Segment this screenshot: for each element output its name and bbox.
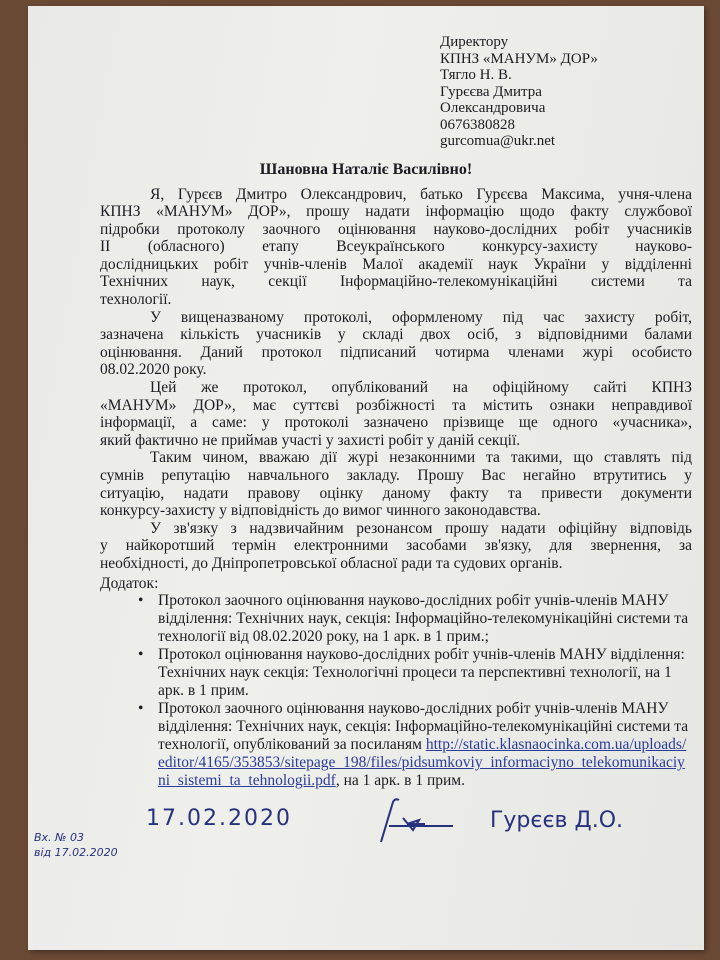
bullet-icon: • [138,646,144,664]
attachment-tail: , на 1 арк. в 1 прим. [335,772,465,790]
paragraph-line: сумнів репутацію навчального закладу. Прошу Вас негайно втрутитись у [100,467,692,484]
addressee-line: Тягло Н. В. [440,67,512,83]
paragraph-line: Я, Гурєєв Дмитро Олександрович, батько Гурєєва Максима, учня-члена [150,185,692,203]
addressee-line: Гурєєва Дмитра [440,83,542,100]
paragraph [100,309,692,379]
handwritten-date: 17.02.2020 [146,806,292,832]
addressee-block [440,34,704,150]
paragraph-line: ситуацію, надати правову оцінку даному факту та привести документи [100,484,692,502]
paragraph-line: КПНЗ «МАНУМ» ДОР», прошу надати інформацію щодо факту службової [100,203,692,221]
addressee-line: КПНЗ «МАНУМ» ДОР» [440,50,598,67]
attachments [100,575,692,791]
paragraph-line: Таким чином, вважаю дії журі незаконними та такими, що ставлять під [150,449,692,467]
paragraph [100,186,692,309]
addressee-line: Директору [440,34,509,50]
paragraph-line: У зв'язку з надзвичайним резонансом прошу надати офіційну відповідь [150,519,692,537]
addressee-line: Олександровича [440,100,546,116]
paragraph-line: технології. [100,291,172,309]
attachment-item [100,700,692,790]
letter-body [100,186,692,573]
paragraph [100,449,692,519]
attachment-link[interactable]: http://static.klasnaocinka.com.ua/uploads/editor/4165/353853/sitepage_198/files/pidsumkoviy_informaciyno_telekomunikaciyni_sistemi_ta_tehnologii.pdf [158,736,687,790]
bullet-icon: • [138,700,144,718]
registration-number: Вх. № 03 [34,831,84,845]
attachment-text: Протокол оцінювання науково-дослідних робіт учнів-членів МАНУ відділення: Технічних наук секція: Технологічні процеси та перспективні технології, на 1 арк. в 1 прим. [158,646,685,700]
addressee-line: gurcomua@ukr.net [440,133,556,149]
signature [373,796,468,846]
addressee-line: 0676380828 [440,116,515,133]
bullet-icon: • [138,592,144,610]
paragraph-line: інформації, а саме: у протоколі зазначено прізвище ще одного «учасника», [100,414,692,432]
paragraph-line: оцінювання. Даний протокол підписаний чотирма членами журі особисто [100,343,692,361]
paragraph-line: Цей же протокол, опублікований на офіційному сайті КПНЗ [150,379,692,397]
paragraph-line: який фактично не приймав участі у захисті робіт у даній секції. [100,431,521,449]
paragraph-line: 08.02.2020 року. [100,361,207,379]
registration-note [34,830,130,860]
signature-area [28,796,704,874]
paragraph-line: конкурсу-захисту у відповідність до вимог чинного законодавства. [100,502,541,520]
paragraph [100,379,692,449]
attachments-list [100,592,692,790]
paragraph-line: Технічних наук, секції Інформаційно-телекомунікаційні системи та [100,273,692,291]
attachment-item [100,646,692,700]
paragraph-line: дослідницьких робіт учнів-членів Малої академії наук України у відділенні [100,255,692,273]
paragraph-line: у найкоротший термін електронними засобами зв'язку, для звернення, за [100,537,692,555]
attachment-text: Протокол заочного оцінювання науково-дослідних робіт учнів-членів МАНУ відділення: Технічних наук, секція: Інформаційно-телекомунікаційні системи та технології від 08.02.2020 року, на 1 арк. в 1 прим.; [158,592,689,646]
attachment-text: Протокол заочного оцінювання науково-дослідних робіт учнів-членів МАНУ відділення: Технічних наук, секція: Інформаційно-телекомунікаційні системи та технології, опублікований за посиланям [158,700,689,754]
paragraph-line: «МАНУМ» ДОР», має суттєві розбіжності та містить ознаки неправдивої [100,396,692,414]
paragraph [100,520,692,573]
paragraph-line: підробки протоколу заочного оцінювання науково-дослідних робіт учасників [100,220,692,238]
registration-date: від 17.02.2020 [34,846,118,860]
paragraph-line: необхідності, до Дніпропетровської обласної ради та судових органів. [100,554,563,572]
attachments-label: Додаток: [100,574,159,592]
letter-page [28,6,704,950]
handwritten-name: Гурєєв Д.О. [490,808,623,834]
paragraph-line: зазначена кількість учасників у складі двох осіб, з відповідними балами [100,326,692,344]
paragraph-line: II (обласного) етапу Всеукраїнського конкурсу-захисту науково- [100,238,692,256]
salutation: Шановна Наталіє Василівно! [259,160,473,178]
paragraph-line: У вищеназваному протоколі, оформленому під час захисту робіт, [150,308,692,326]
attachment-item [100,592,692,646]
